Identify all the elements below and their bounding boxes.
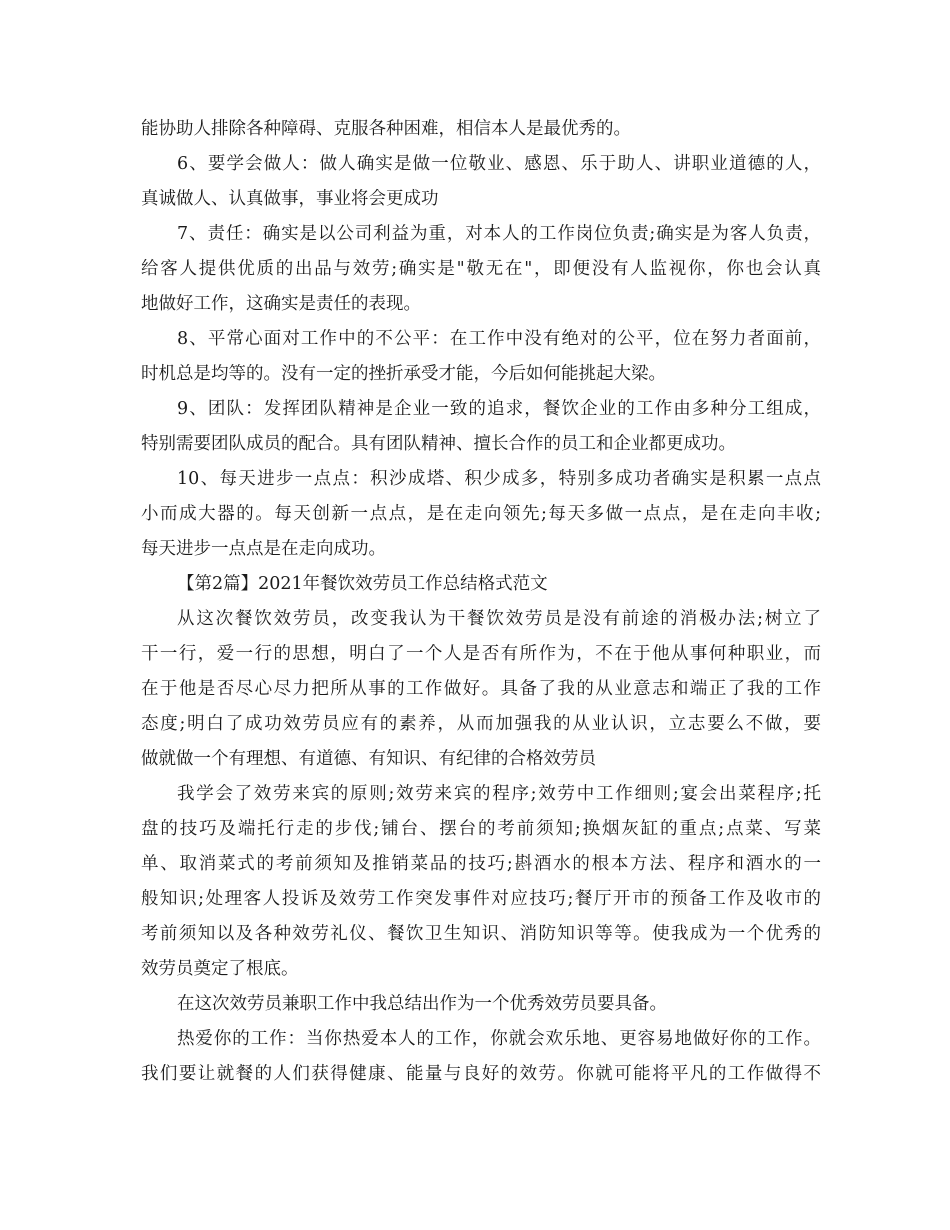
text-line: 做就做一个有理想、有道德、有知识、有纪律的合格效劳员 xyxy=(141,749,596,769)
text-line: 时机总是均等的。没有一定的挫折承受才能，今后如何能挑起大梁。 xyxy=(141,364,666,384)
text-line: 特别需要团队成员的配合。具有团队精神、擅长合作的员工和企业都更成功。 xyxy=(141,434,736,454)
text-line: 我学会了效劳来宾的原则;效劳来宾的程序;效劳中工作细则;宴会出菜程序;托 xyxy=(177,784,821,804)
text-line: 地做好工作，这确实是责任的表现。 xyxy=(141,294,421,314)
text-line: 【第2篇】2021年餐饮效劳员工作总结格式范文 xyxy=(177,574,548,594)
text-line: 10、每天进步一点点：积沙成塔、积少成多，特别多成功者确实是积累一点点 xyxy=(177,469,821,489)
text-line: 效劳员奠定了根底。 xyxy=(141,959,299,979)
text-line: 小而成大器的。每天创新一点点，是在走向领先;每天多做一点点，是在走向丰收; xyxy=(141,504,821,524)
text-line: 能协助人排除各种障碍、克服各种困难，相信本人是最优秀的。 xyxy=(141,119,631,139)
text-line: 7、责任：确实是以公司利益为重，对本人的工作岗位负责;确实是为客人负责， xyxy=(177,224,821,244)
text-line: 每天进步一点点是在走向成功。 xyxy=(141,539,386,559)
text-line: 9、团队：发挥团队精神是企业一致的追求，餐饮企业的工作由多种分工组成， xyxy=(177,399,821,419)
text-line: 给客人提供优质的出品与效劳;确实是"敬无在"，即便没有人监视你，你也会认真 xyxy=(141,259,821,279)
text-line: 干一行，爱一行的思想，明白了一个人是否有所作为，不在于他从事何种职业，而 xyxy=(141,644,821,664)
text-line: 我们要让就餐的人们获得健康、能量与良好的效劳。你就可能将平凡的工作做得不 xyxy=(141,1064,821,1084)
text-line: 6、要学会做人：做人确实是做一位敬业、感恩、乐于助人、讲职业道德的人， xyxy=(177,154,821,174)
text-line: 态度;明白了成功效劳员应有的素养，从而加强我的从业认识，立志要么不做，要 xyxy=(141,714,821,734)
text-line: 盘的技巧及端托行走的步伐;铺台、摆台的考前须知;换烟灰缸的重点;点菜、写菜 xyxy=(141,819,821,839)
text-line: 从这次餐饮效劳员，改变我认为干餐饮效劳员是没有前途的消极办法;树立了 xyxy=(177,609,821,629)
text-line: 8、平常心面对工作中的不公平：在工作中没有绝对的公平，位在努力者面前， xyxy=(177,329,821,349)
text-line: 单、取消菜式的考前须知及推销菜品的技巧;斟酒水的根本方法、程序和酒水的一 xyxy=(141,854,821,874)
text-line: 在于他是否尽心尽力把所从事的工作做好。具备了我的从业意志和端正了我的工作 xyxy=(141,679,821,699)
text-line: 考前须知以及各种效劳礼仪、餐饮卫生知识、消防知识等等。使我成为一个优秀的 xyxy=(141,924,821,944)
text-line: 在这次效劳员兼职工作中我总结出作为一个优秀效劳员要具备。 xyxy=(177,994,667,1014)
document-body xyxy=(141,112,821,1092)
text-line: 热爱你的工作：当你热爱本人的工作，你就会欢乐地、更容易地做好你的工作。 xyxy=(177,1029,821,1049)
text-line: 般知识;处理客人投诉及效劳工作突发事件对应技巧;餐厅开市的预备工作及收市的 xyxy=(141,889,821,909)
text-line: 真诚做人、认真做事，事业将会更成功 xyxy=(141,189,439,209)
